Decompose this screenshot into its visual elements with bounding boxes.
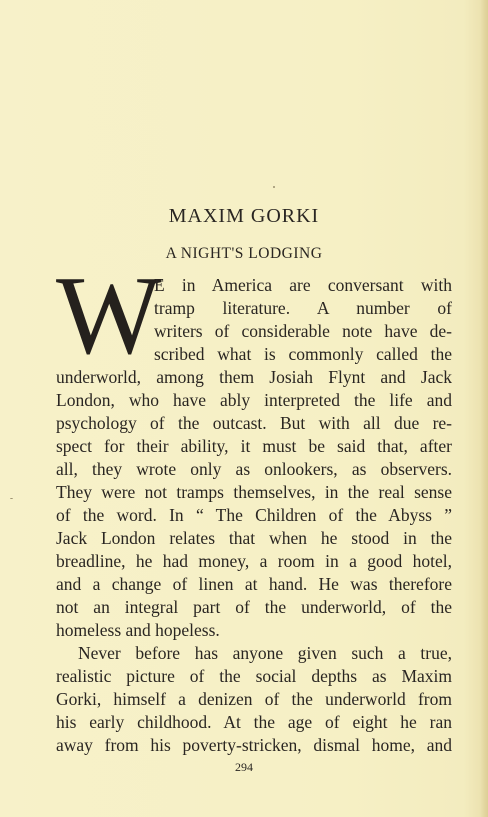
text-line: of the word. In “ The Children of the Abyss ”: [56, 505, 452, 525]
text-line: psychology of the outcast. But with all due re-: [56, 413, 452, 433]
text-line: London, who have ably interpreted the life and: [56, 390, 452, 410]
text-line: tramp literature. A number of: [154, 298, 452, 318]
text-line: homeless and hopeless.: [56, 620, 220, 640]
text-line: breadline, he had money, a room in a good hotel,: [56, 551, 452, 571]
page-edge-shadow: [480, 0, 488, 817]
text-line: and a change of linen at hand. He was therefore: [56, 574, 452, 594]
text-line: Jack London relates that when he stood in the: [56, 528, 452, 548]
text-line: They were not tramps themselves, in the real sense: [56, 482, 452, 502]
chapter-title: MAXIM GORKI: [168, 205, 320, 227]
text-line: away from his poverty-stricken, dismal home, and: [56, 735, 452, 755]
text-line: spect for their ability, it must be said that, after: [56, 436, 452, 456]
text-line: all, they wrote only as onlookers, as observers.: [56, 459, 452, 479]
text-line: E in America are conversant with: [154, 275, 452, 295]
drop-cap: W: [56, 254, 160, 378]
text-line: realistic picture of the social depths as Maxim: [56, 666, 452, 686]
section-title: A NIGHT'S LODGING: [165, 245, 323, 262]
page-number: 294: [235, 760, 253, 774]
text-line: Gorki, himself a denizen of the underworld from: [56, 689, 452, 709]
text-line: scribed what is commonly called the: [154, 344, 452, 364]
text-line: Never before has anyone given such a true,: [78, 643, 452, 663]
paper-speck: [273, 186, 275, 188]
paper-speck: [10, 498, 13, 499]
text-line: not an integral part of the underworld, of the: [56, 597, 452, 617]
text-line: writers of considerable note have de-: [154, 321, 452, 341]
text-line: underworld, among them Josiah Flynt and Jack: [56, 367, 452, 387]
text-line: his early childhood. At the age of eight he ran: [56, 712, 452, 732]
